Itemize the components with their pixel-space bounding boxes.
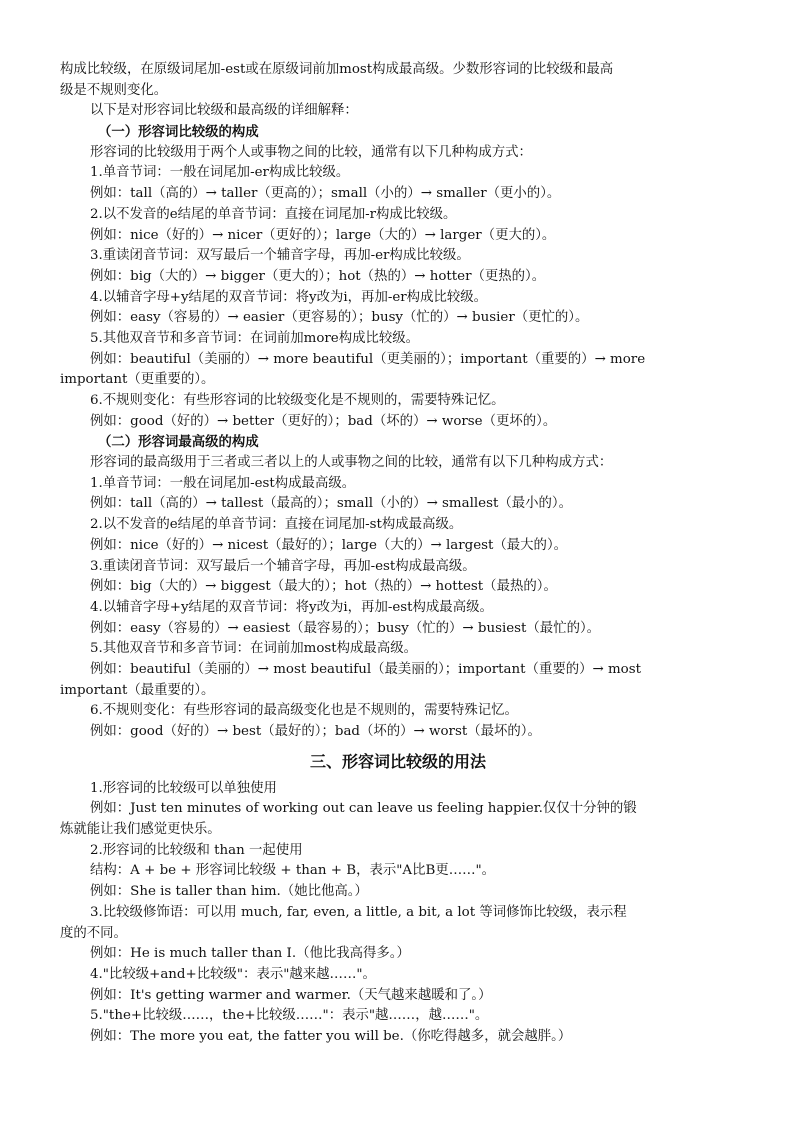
- intro-line: 构成比较级，在原级词尾加-est或在原级词前加most构成最高级。少数形容词的比较级和最高: [60, 62, 614, 77]
- example-line: important（最重要的）。: [60, 682, 215, 698]
- paragraph: 形容词的最高级用于三者或三者以上的人或事物之间的比较，通常有以下几种构成方式：: [90, 455, 613, 471]
- example-line: 例如：beautiful（美丽的）→ more beautiful（更美丽的）；important（重要的）→ more: [90, 351, 646, 367]
- superlative-heading: （二）形容词最高级的构成: [98, 434, 259, 451]
- example-line: 例如：He is much taller than I.（他比我高得多。）: [90, 946, 410, 962]
- example-line: 例如：She is taller than him.（她比他高。）: [90, 884, 368, 900]
- usage-item: 1.形容词的比较级可以单独使用: [90, 780, 277, 796]
- rule-item: 2.以不发音的e结尾的单音节词：直接在词尾加-r构成比较级。: [90, 206, 457, 222]
- example-line: 例如：big（大的）→ bigger（更大的）；hot（热的）→ hotter（更热的）。: [90, 268, 546, 284]
- intro-line: 级是不规则变化。: [60, 82, 168, 98]
- rule-item: 6.不规则变化：有些形容词的比较级变化是不规则的，需要特殊记忆。: [90, 393, 505, 408]
- paragraph: 形容词的比较级用于两个人或事物之间的比较，通常有以下几种构成方式：: [90, 144, 532, 160]
- example-line: important（更重要的）。: [60, 372, 215, 388]
- example-line: 例如：good（好的）→ better（更好的）；bad（坏的）→ worse（更坏的）。: [90, 413, 557, 429]
- rule-item: 4.以辅音字母+y结尾的双音节词：将y改为i，再加-est构成最高级。: [90, 599, 493, 615]
- rule-item: 6.不规则变化：有些形容词的最高级变化也是不规则的，需要特殊记忆。: [90, 703, 518, 719]
- usage-item: 2.形容词的比较级和 than 一起使用: [90, 842, 303, 858]
- section-title: 三、形容词比较级的用法: [309, 751, 486, 771]
- example-line: 例如：nice（好的）→ nicer（更好的）；large（大的）→ larger（更大的）。: [90, 227, 556, 243]
- example-line: 例如：easy（容易的）→ easiest（最容易的）；busy（忙的）→ busiest（最忙的）。: [90, 620, 601, 636]
- example-line: 炼就能让我们感觉更快乐。: [60, 822, 221, 838]
- rule-item: 5.其他双音节和多音节词：在词前加more构成比较级。: [90, 330, 420, 346]
- usage-item: 度的不同。: [60, 925, 127, 941]
- rule-item: 3.重读闭音节词：双写最后一个辅音字母，再加-est构成最高级。: [90, 558, 476, 574]
- example-line: 例如：It's getting warmer and warmer.（天气越来越暖和了。）: [90, 987, 492, 1003]
- usage-item: 3.比较级修饰语：可以用 much, far, even, a little, a bit, a lot 等词修饰比较级，表示程: [90, 904, 627, 920]
- rule-item: 2.以不发音的e结尾的单音节词：直接在词尾加-st构成最高级。: [90, 517, 463, 533]
- rule-item: 1.单音节词：一般在词尾加-er构成比较级。: [90, 165, 350, 181]
- example-line: 例如：Just ten minutes of working out can leave us feeling happier.仅仅十分钟的锻: [90, 801, 637, 817]
- example-line: 例如：beautiful（美丽的）→ most beautiful（最美丽的）；important（重要的）→ most: [90, 661, 641, 677]
- comparative-heading: （一）形容词比较级的构成: [98, 124, 259, 141]
- example-line: 例如：tall（高的）→ taller（更高的）；small（小的）→ smaller（更小的）。: [90, 186, 561, 202]
- example-line: 例如：easy（容易的）→ easier（更容易的）；busy（忙的）→ busier（更忙的）。: [90, 310, 589, 326]
- rule-item: 1.单音节词：一般在词尾加-est构成最高级。: [90, 475, 356, 491]
- rule-item: 3.重读闭音节词：双写最后一个辅音字母，再加-er构成比较级。: [90, 248, 470, 264]
- usage-item: 4."比较级+and+比较级"：表示"越来越……"。: [90, 966, 376, 982]
- example-line: 例如：The more you eat, the fatter you will be.（你吃得越多，就会越胖。）: [90, 1028, 572, 1044]
- structure-line: 结构：A + be + 形容词比较级 + than + B，表示"A比B更……"。: [90, 863, 496, 879]
- rule-item: 5.其他双音节和多音节词：在词前加most构成最高级。: [90, 641, 417, 657]
- example-line: 例如：tall（高的）→ tallest（最高的）；small（小的）→ smallest（最小的）。: [90, 496, 572, 512]
- example-line: 例如：good（好的）→ best（最好的）；bad（坏的）→ worst（最坏的）。: [90, 724, 541, 739]
- example-line: 例如：big（大的）→ biggest（最大的）；hot（热的）→ hottest（最热的）。: [90, 579, 557, 595]
- rule-item: 4.以辅音字母+y结尾的双音节词：将y改为i，再加-er构成比较级。: [90, 289, 488, 305]
- usage-item: 5."the+比较级……，the+比较级……"：表示"越……，越……"。: [90, 1008, 489, 1024]
- example-line: 例如：nice（好的）→ nicest（最好的）；large（大的）→ largest（最大的）。: [90, 537, 568, 553]
- intro-line: 以下是对形容词比较级和最高级的详细解释：: [90, 103, 358, 119]
- document-body: [60, 60, 736, 1048]
